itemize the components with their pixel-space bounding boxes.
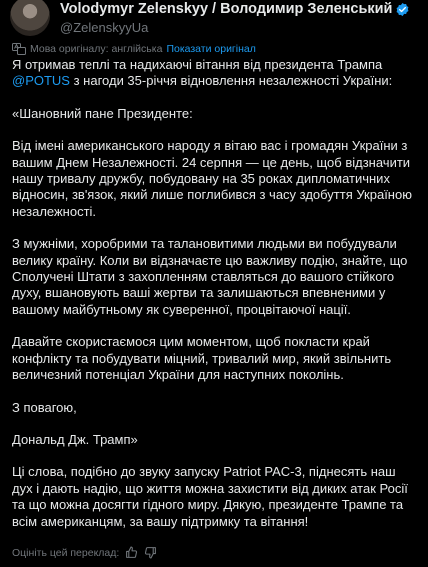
paragraph-letter-1: Від імені американського народу я вітаю вас і громадян України з вашим Днем Незалежності. 24 серпня — це день, щоб відзначити нашу тривалу дружбу, побудовану на 35 роках дипломатичних відносин, зв'язок, який лише поглибився з часу здобуття Україною незалежності. <box>12 138 412 219</box>
paragraph-signature: Дональд Дж. Трамп» <box>12 431 138 447</box>
paragraph-response: Ці слова, подібно до звуку запуску Patriot PAC-3, піднесять наш дух і дають надію, що життя можна захистити від диких атак Росії та що можна досягти гідного миру. Дякую, президенте Трампе та всім американцям, за вашу підтримку та вітання! <box>12 464 408 529</box>
show-original-link[interactable]: Показати оригінал <box>166 43 256 55</box>
rate-translation-label: Оцініть цей переклад: <box>12 546 120 559</box>
paragraph-intro: Я отримав теплі та надихаючі вітання від президента Трампа @POTUS з нагоди 35-річчя відновлення незалежності України: <box>12 57 393 89</box>
translate-icon <box>12 43 26 55</box>
paragraph-letter-2: З мужніми, хоробрими та талановитими людьми ви побудували велику країну. Коли ви відзначаєте цю важливу подію, знайте, що Сполучені Штати з захопленням ставляться до вашого стійкого духу, вшановують ваші жертви та залишаються впевненими у вашому майбутньому як суверенної, процвітаючої нації. <box>12 236 408 317</box>
paragraph-closing: З повагою, <box>12 399 77 415</box>
author-display-name[interactable]: Volodymyr Zelenskyy / Володимир Зеленський <box>60 1 393 17</box>
paragraph-letter-3: Давайте скористаємося цим моментом, щоб покласти край конфлікту та побудувати міцний, тривалий мир, який звільнить величезний потенціал України для наступних поколінь. <box>12 334 392 383</box>
post-text <box>12 57 416 546</box>
verified-badge-icon <box>395 2 410 17</box>
post-header <box>0 0 428 34</box>
paragraph-salutation: «Шановний пане Президенте: <box>12 105 193 121</box>
translation-notice <box>12 43 256 55</box>
author-handle[interactable]: @ZelenskyyUa <box>60 20 149 35</box>
thumb-up-icon[interactable] <box>125 546 138 559</box>
thumb-down-icon[interactable] <box>144 546 157 559</box>
original-language-label: Мова оригіналу: англійська <box>30 43 163 55</box>
mention-potus-link[interactable]: @POTUS <box>12 73 70 89</box>
author-name-row[interactable] <box>60 1 410 17</box>
avatar[interactable] <box>10 0 50 36</box>
rate-translation-row <box>12 546 157 559</box>
